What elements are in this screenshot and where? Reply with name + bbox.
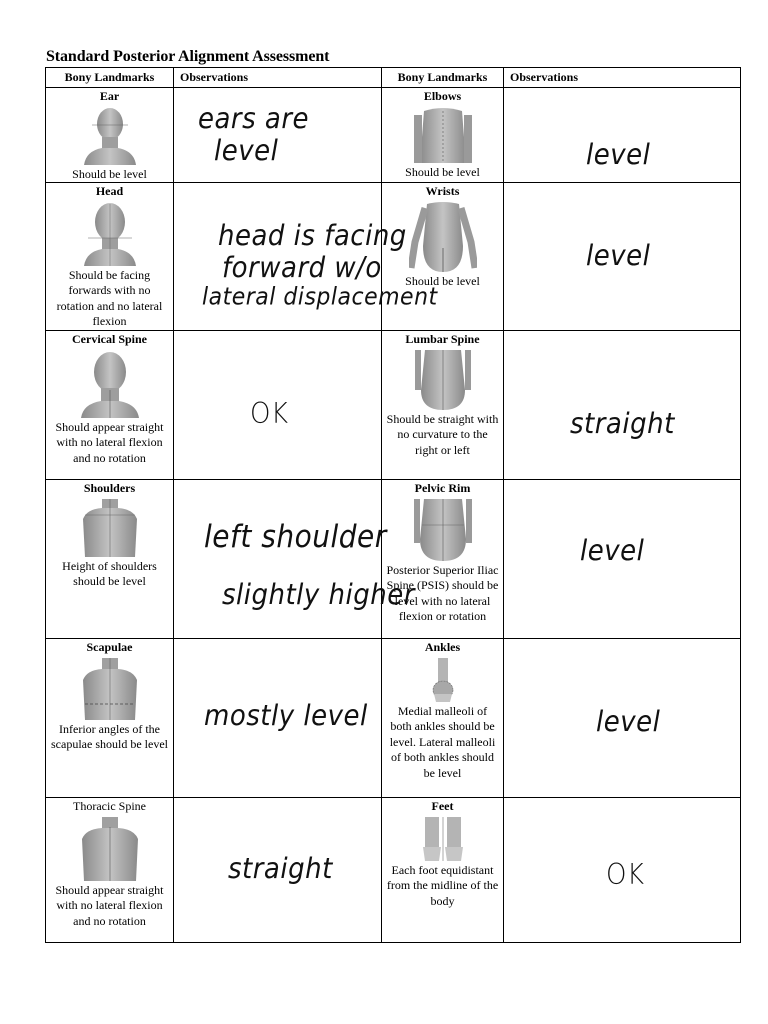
observation-note: slightly higher xyxy=(222,578,415,612)
landmark-name: Lumbar Spine xyxy=(405,332,480,346)
observation-cell-ankles xyxy=(504,639,741,798)
observation-note: straight xyxy=(228,852,333,886)
header-row xyxy=(46,68,741,88)
landmark-description: Each foot equidistant from the midline of the body xyxy=(386,862,499,908)
landmark-description: Should be straight with no curvature to the right or left xyxy=(386,411,499,457)
observation-note: left shoulder xyxy=(204,518,387,555)
observation-note: forward w/o xyxy=(222,251,382,285)
landmark-description: Medial malleoli of both ankles should be level. Lateral malleoli of both ankles should be level xyxy=(389,703,496,780)
landmark-name: Wrists xyxy=(425,184,460,198)
ear-figure xyxy=(82,107,138,165)
table-row xyxy=(46,331,741,480)
lumbar-spine-figure xyxy=(415,350,471,410)
shoulders-figure xyxy=(81,499,139,557)
landmark-description: Should appear straight with no lateral flexion and no rotation xyxy=(55,419,164,465)
observation-note: OK xyxy=(250,397,289,431)
header-observations: Observations xyxy=(504,68,741,88)
assessment-table xyxy=(45,67,741,943)
observation-note: level xyxy=(214,134,279,168)
landmark-cell-elbows xyxy=(382,88,504,183)
landmark-description: Height of shoulders should be level xyxy=(62,558,157,588)
landmark-name: Pelvic Rim xyxy=(414,481,471,495)
landmark-cell-ankles xyxy=(382,639,504,798)
header-bony-landmarks: Bony Landmarks xyxy=(382,68,504,88)
observation-cell-thoracic-spine xyxy=(174,798,382,943)
header-bony-landmarks: Bony Landmarks xyxy=(46,68,174,88)
landmark-description: Should appear straight with no lateral flexion and no rotation xyxy=(55,882,164,928)
landmark-name: Head xyxy=(95,184,124,198)
feet-figure xyxy=(421,817,465,861)
observation-note: level xyxy=(596,705,661,739)
landmark-cell-thoracic-spine xyxy=(46,798,174,943)
scapulae-figure xyxy=(81,658,139,720)
observation-cell-shoulders xyxy=(174,480,415,639)
head-figure xyxy=(82,202,138,266)
thoracic-spine-figure xyxy=(80,817,140,881)
landmark-cell-scapulae xyxy=(46,639,174,798)
observation-note: ears are xyxy=(198,102,310,136)
observation-note: lateral displacement xyxy=(202,283,438,312)
observation-note: mostly level xyxy=(204,699,368,733)
observation-cell-head xyxy=(174,183,438,331)
observation-note: head is facing xyxy=(218,219,407,253)
landmark-name: Scapulae xyxy=(86,640,133,654)
landmark-description: Should be facing forwards with no rotation and no lateral flexion xyxy=(56,267,163,328)
landmark-name: Ankles xyxy=(424,640,461,654)
observation-note: level xyxy=(586,138,651,172)
landmark-description: Inferior angles of the scapulae should be level xyxy=(51,721,168,751)
landmark-cell-feet xyxy=(382,798,504,943)
elbows-figure xyxy=(414,107,472,163)
landmark-name: Feet xyxy=(431,799,454,813)
landmark-cell-head xyxy=(46,183,174,331)
landmark-cell-shoulders xyxy=(46,480,174,639)
header-observations: Observations xyxy=(174,68,382,88)
landmark-description: Should be level xyxy=(72,166,147,181)
observation-cell-wrists xyxy=(504,183,741,331)
landmark-description: Should be level xyxy=(405,273,480,288)
observation-cell-feet xyxy=(504,798,741,943)
table-row xyxy=(46,480,741,639)
observation-note: OK xyxy=(606,858,645,892)
wrists-figure xyxy=(409,202,477,272)
pelvic-rim-figure xyxy=(414,499,472,561)
landmark-name: Thoracic Spine xyxy=(73,799,146,813)
observation-note: level xyxy=(586,239,651,273)
landmark-cell-lumbar-spine xyxy=(382,331,504,480)
table-row xyxy=(46,183,741,331)
landmark-cell-cervical-spine xyxy=(46,331,174,480)
observation-cell-cervical-spine xyxy=(174,331,382,480)
cervical-spine-figure xyxy=(79,350,141,418)
table-row xyxy=(46,88,741,183)
observation-cell-ear xyxy=(174,88,382,183)
landmark-cell-ear xyxy=(46,88,174,183)
observation-cell-scapulae xyxy=(174,639,382,798)
page-title: Standard Posterior Alignment Assessment xyxy=(46,48,330,65)
landmark-name: Ear xyxy=(99,89,120,103)
landmark-description: Posterior Superior Iliac Spine (PSIS) should be level with no lateral flexion or rotation xyxy=(386,562,499,623)
landmark-description: Should be level xyxy=(405,164,480,179)
landmark-name: Elbows xyxy=(423,89,462,103)
landmark-name: Cervical Spine xyxy=(72,332,147,346)
table-row xyxy=(46,639,741,798)
observation-note: straight xyxy=(570,407,675,441)
landmark-cell-pelvic-rim xyxy=(382,480,504,639)
landmark-name: Shoulders xyxy=(83,481,136,495)
observation-cell-lumbar-spine xyxy=(504,331,741,480)
observation-note: level xyxy=(580,534,645,568)
table-row xyxy=(46,798,741,943)
observation-cell-elbows xyxy=(504,88,741,183)
observation-cell-pelvic-rim xyxy=(504,480,741,639)
ankles-figure xyxy=(428,658,458,702)
